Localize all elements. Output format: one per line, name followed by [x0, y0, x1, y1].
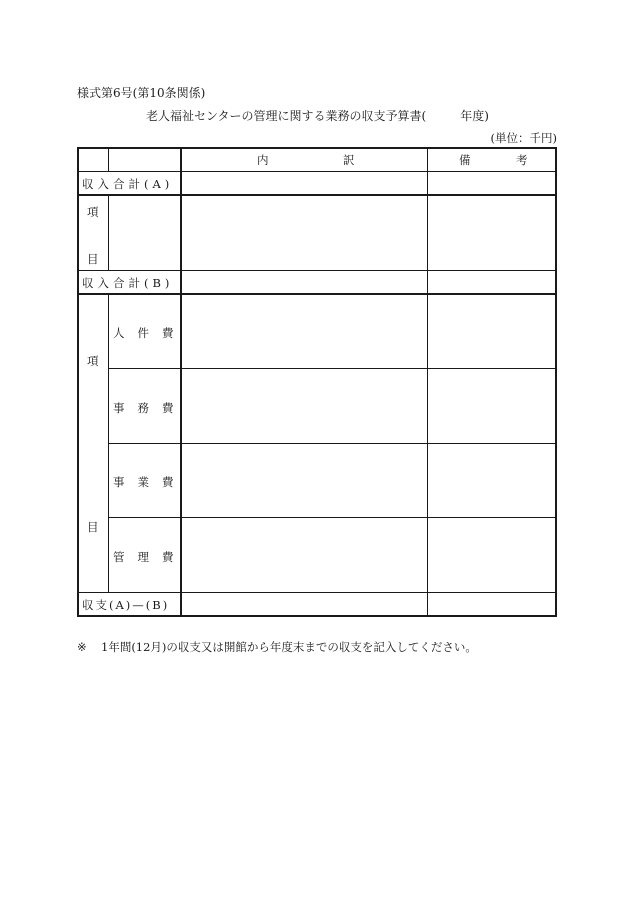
table-border-left [77, 147, 79, 617]
expense-row-1-rule [108, 368, 557, 369]
title-year-suffix: 年度) [460, 109, 489, 123]
budget-table [77, 147, 557, 617]
document-title [146, 107, 489, 124]
expense-bottom-rule [77, 592, 557, 593]
expense-item-char-2: 目 [87, 520, 99, 534]
income-item-char-1: 項 [87, 205, 99, 219]
expense-row-2-rule [108, 443, 557, 444]
remarks-left-border [427, 147, 428, 617]
note-text: 1年間(12月)の収支又は開館から年度末までの収支を記入してください。 [101, 640, 477, 654]
expense-row-program: 事業費 [113, 475, 187, 489]
col-header-remarks-1: 備 [459, 153, 471, 167]
expense-row-personnel: 人件費 [113, 326, 187, 340]
col-header-breakdown-2: 訳 [343, 153, 355, 167]
breakdown-left-border [180, 147, 182, 617]
income-total-a-label: 収入合計(A) [82, 177, 174, 191]
income-total-a-rule [77, 194, 557, 196]
expense-item-divider [108, 293, 109, 593]
expense-item-char-1: 項 [87, 354, 99, 368]
table-border-bottom [77, 615, 557, 617]
header-divider [108, 147, 109, 172]
income-total-b-rule [77, 293, 557, 295]
expense-row-management: 管理費 [113, 550, 187, 564]
income-items-rule [77, 270, 557, 271]
col-header-remarks-2: 考 [516, 153, 528, 167]
balance-label: 収支(A)—(B) [82, 598, 170, 612]
expense-row-3-rule [108, 517, 557, 518]
expense-row-office: 事務費 [113, 401, 187, 415]
income-total-b-label: 収入合計(B) [82, 276, 174, 290]
footnote [77, 639, 477, 655]
note-mark: ※ [77, 640, 87, 654]
header-rule [77, 171, 557, 172]
form-number: 様式第6号(第10条関係) [77, 86, 206, 100]
title-text: 老人福祉センターの管理に関する業務の収支予算書( [146, 109, 427, 123]
income-item-divider [108, 194, 109, 271]
table-border-right [555, 147, 557, 617]
col-header-breakdown-1: 内 [257, 153, 269, 167]
income-item-char-2: 目 [87, 252, 99, 266]
table-border-top [77, 147, 557, 149]
unit-label: (単位：千円) [490, 131, 557, 145]
